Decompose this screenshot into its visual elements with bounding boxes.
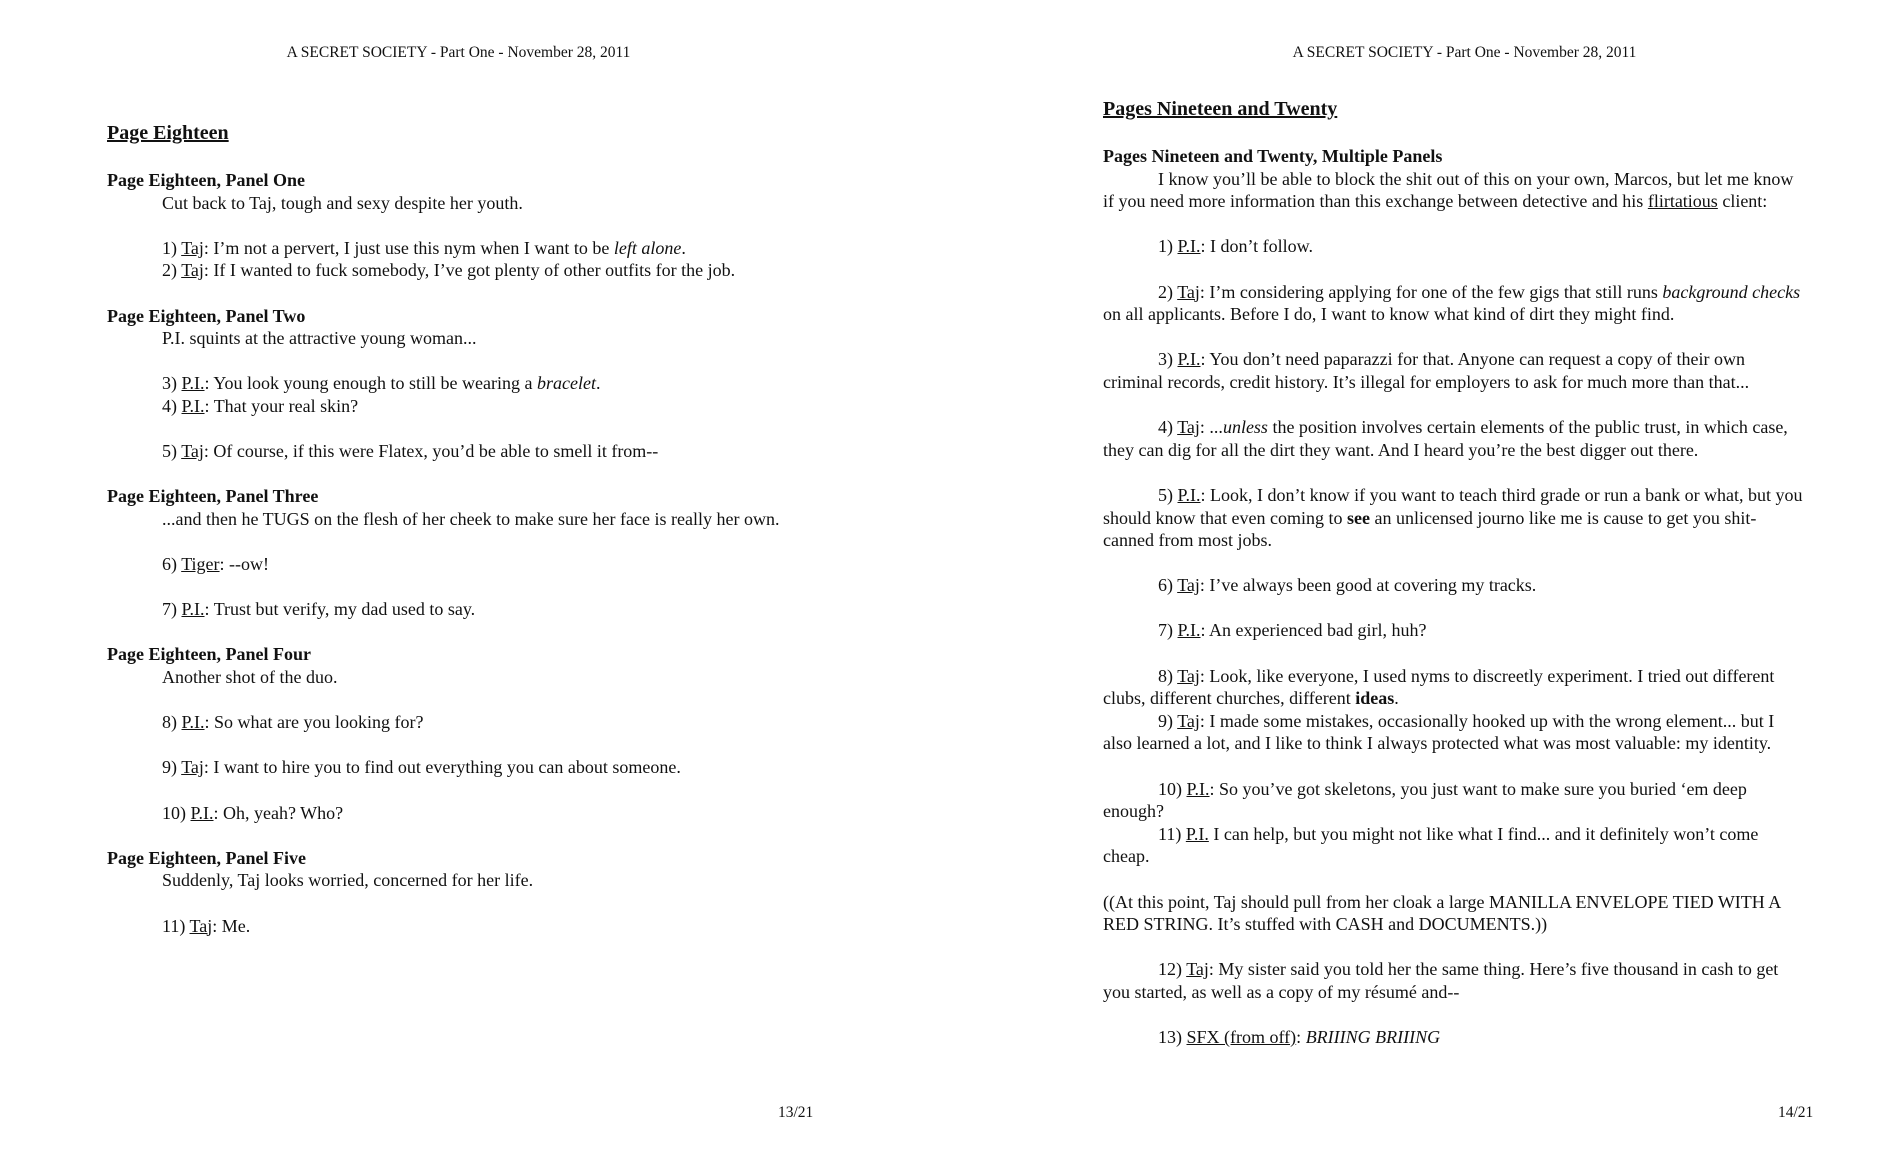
dialogue-line: 13) SFX (from off): BRIIING BRIIING	[1158, 1027, 1441, 1048]
speaker: Taj	[1186, 959, 1209, 980]
speaker: Taj	[1177, 575, 1200, 596]
panel-heading: Page Eighteen, Panel Three	[107, 486, 319, 507]
speaker: SFX (from off)	[1186, 1027, 1297, 1048]
dialogue-line: 1) P.I.: I don’t follow.	[1158, 236, 1314, 257]
speaker: P.I.	[1177, 236, 1201, 257]
page-number: 13/21	[778, 1104, 814, 1121]
dialogue-line: 10) P.I.: So you’ve got skeletons, you just want to make sure you buried ‘em deep enough?	[1103, 778, 1747, 822]
dialogue-line: 5) Taj: Of course, if this were Flatex, you’d be able to smell it from--	[162, 441, 659, 462]
dialogue-line: 4) Taj: ...unless the position involves certain elements of the public trust, in which case, they can dig for all the dirt they want. And I heard you’re the best digger out there.	[1103, 417, 1788, 460]
right-page-content	[1103, 97, 1806, 1049]
dialogue-line: 9) Taj: I want to hire you to find out everything you can about someone.	[162, 757, 681, 778]
dialogue-line: 4) P.I.: That your real skin?	[162, 395, 359, 416]
dialogue-line: 2) Taj: I’m considering applying for one of the few gigs that still runs background checks on all applicants. Before I do, I want to know what kind of dirt they might find.	[1103, 281, 1801, 325]
dialogue-line: 5) P.I.: Look, I don’t know if you want to teach third grade or run a bank or what, but you should know that even coming to see an unlicensed journo like me is cause to get you shit-canned from most jobs.	[1103, 484, 1803, 551]
speaker: P.I.	[1177, 349, 1201, 370]
dialogue-line: 7) P.I.: Trust but verify, my dad used to say.	[162, 599, 476, 620]
speaker: Taj	[181, 441, 204, 462]
dialogue-line: 6) Taj: I’ve always been good at covering my tracks.	[1158, 575, 1537, 596]
dialogue-line: 6) Tiger: --ow!	[162, 554, 270, 575]
stage-note: ((At this point, Taj should pull from her cloak a large MANILLA ENVELOPE TIED WITH A RED STRING. It’s stuffed with CASH and DOCUMENTS.))	[1103, 891, 1781, 935]
dialogue-line: 8) Taj: Look, like everyone, I used nyms to discreetly experiment. I tried out different clubs, different churches, different ideas.	[1103, 665, 1775, 709]
speaker: Tiger	[181, 554, 220, 575]
dialogue-line: 3) P.I.: You look young enough to still be wearing a bracelet.	[162, 373, 601, 394]
dialogue-line: 11) Taj: Me.	[162, 915, 251, 936]
panel-description: Suddenly, Taj looks worried, concerned for her life.	[162, 870, 534, 891]
speaker: Taj	[1177, 710, 1200, 731]
page-header: A SECRET SOCIETY - Part One - November 28, 2011	[286, 44, 631, 61]
dialogue-line: 9) Taj: I made some mistakes, occasionally hooked up with the wrong element... but I also learned a lot, and I like to think I always protected what was most valuable: my identity.	[1103, 710, 1775, 754]
speaker: P.I.	[1177, 484, 1201, 505]
speaker: P.I.	[181, 712, 205, 733]
panel-heading: Page Eighteen, Panel One	[107, 170, 305, 190]
speaker: P.I.	[181, 599, 205, 620]
speaker: P.I.	[181, 395, 205, 416]
speaker: P.I.	[190, 802, 214, 823]
speaker: P.I.	[1177, 620, 1201, 641]
panel-description: ...and then he TUGS on the flesh of her cheek to make sure her face is really her own.	[162, 508, 780, 529]
panel-description: Cut back to Taj, tough and sexy despite her youth.	[162, 192, 523, 213]
speaker: Taj	[181, 260, 204, 281]
dialogue-line: 2) Taj: If I wanted to fuck somebody, I’ve got plenty of other outfits for the job.	[162, 260, 736, 281]
dialogue-line: 12) Taj: My sister said you told her the same thing. Here’s five thousand in cash to get you started, as well as a copy of my résumé and--	[1103, 959, 1779, 1002]
panel-heading: Pages Nineteen and Twenty, Multiple Panels	[1103, 146, 1443, 166]
dialogue-line: 7) P.I.: An experienced bad girl, huh?	[1158, 620, 1427, 641]
dialogue-line: 11) P.I. I can help, but you might not like what I find... and it definitely won’t come cheap.	[1103, 823, 1759, 867]
panel-description: I know you’ll be able to block the shit out of this on your own, Marcos, but let me know if you need more information than this exchange between detective and his flirtatious client:	[1103, 168, 1794, 212]
left-page-content	[107, 121, 807, 937]
speaker: Taj	[189, 915, 213, 936]
speaker: Taj	[181, 237, 204, 258]
page-number: 14/21	[1778, 1104, 1814, 1121]
dialogue-line: 8) P.I.: So what are you looking for?	[162, 712, 424, 733]
panel-heading: Page Eighteen, Panel Four	[107, 644, 311, 665]
speaker: Taj	[1177, 665, 1200, 686]
speaker: P.I.	[1185, 823, 1209, 844]
panel-heading: Page Eighteen, Panel Two	[107, 305, 306, 326]
speaker: Taj	[1177, 281, 1200, 302]
speaker: P.I.	[1186, 778, 1210, 799]
dialogue-line: 1) Taj: I’m not a pervert, I just use this nym when I want to be left alone.	[162, 237, 686, 258]
speaker: Taj	[1177, 417, 1200, 438]
page-title: Pages Nineteen and Twenty	[1103, 98, 1338, 120]
dialogue-line: 3) P.I.: You don’t need paparazzi for that. Anyone can request a copy of their own criminal records, credit history. It’s illegal for employers to ask for much more than that...	[1103, 349, 1750, 392]
page-title: Page Eighteen	[107, 122, 229, 144]
speaker: P.I.	[181, 373, 205, 394]
speaker: Taj	[181, 757, 204, 778]
dialogue-line: 10) P.I.: Oh, yeah? Who?	[162, 802, 344, 823]
panel-heading: Page Eighteen, Panel Five	[107, 847, 306, 868]
page-header: A SECRET SOCIETY - Part One - November 28, 2011	[1292, 44, 1637, 61]
panel-description: P.I. squints at the attractive young woman...	[162, 328, 477, 349]
panel-description: Another shot of the duo.	[162, 667, 338, 688]
